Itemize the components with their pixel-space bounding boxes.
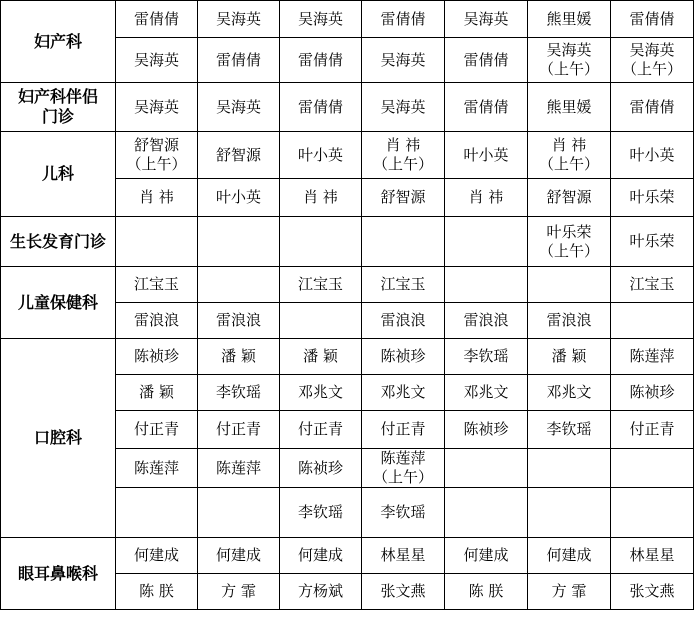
department-name: 口腔科 [1, 339, 116, 538]
department-name: 妇产科 [1, 1, 116, 83]
schedule-cell: 雷倩倩 [362, 1, 445, 38]
schedule-cell [528, 267, 611, 303]
schedule-cell: 李钦瑶 [198, 375, 280, 411]
schedule-cell [528, 217, 611, 267]
schedule-cell: 雷浪浪 [528, 303, 611, 339]
schedule-cell: 方杨斌 [280, 574, 362, 610]
schedule-cell [611, 38, 694, 83]
schedule-cell [198, 267, 280, 303]
schedule-cell: 潘 颖 [198, 339, 280, 375]
schedule-cell: 江宝玉 [280, 267, 362, 303]
schedule-cell [116, 217, 198, 267]
cell-line: 吴海英 [546, 41, 592, 59]
table-row [1, 1, 694, 38]
schedule-cell: 潘 颖 [116, 375, 198, 411]
schedule-cell: 江宝玉 [116, 267, 198, 303]
schedule-cell: 舒智源 [362, 179, 445, 217]
cell-note: （上午） [538, 241, 599, 260]
table-row [1, 538, 694, 574]
schedule-cell [611, 488, 694, 538]
schedule-cell: 陈莲萍 [198, 449, 280, 488]
schedule-cell: 李钦瑶 [445, 339, 528, 375]
schedule-cell: 李钦瑶 [528, 411, 611, 449]
schedule-cell: 吴海英 [362, 38, 445, 83]
cell-note: （上午） [538, 155, 599, 173]
schedule-cell [445, 267, 528, 303]
schedule-cell [116, 132, 198, 179]
schedule-cell [362, 132, 445, 179]
table-row [1, 339, 694, 375]
schedule-cell: 肖 祎 [445, 179, 528, 217]
cell-line: 陈莲萍 [380, 449, 426, 467]
schedule-cell: 雷倩倩 [445, 38, 528, 83]
cell-note: （上午） [538, 60, 599, 78]
schedule-cell: 肖 祎 [280, 179, 362, 217]
schedule-cell: 付正青 [280, 411, 362, 449]
schedule-cell: 方 霏 [198, 574, 280, 610]
schedule-cell: 叶乐荣 [611, 217, 694, 267]
schedule-cell: 雷浪浪 [362, 303, 445, 339]
table-row [1, 83, 694, 132]
schedule-cell: 邓兆文 [362, 375, 445, 411]
schedule-cell: 肖 祎 [116, 179, 198, 217]
schedule-cell: 雷倩倩 [280, 83, 362, 132]
schedule-cell: 叶乐荣 [611, 179, 694, 217]
schedule-cell: 陈莲萍 [116, 449, 198, 488]
schedule-cell: 江宝玉 [362, 267, 445, 303]
schedule-cell: 吴海英 [362, 83, 445, 132]
table-row [1, 267, 694, 303]
schedule-cell: 吴海英 [198, 83, 280, 132]
schedule-cell [528, 488, 611, 538]
schedule-cell: 江宝玉 [611, 267, 694, 303]
schedule-cell [362, 217, 445, 267]
schedule-cell [611, 449, 694, 488]
schedule-cell: 陈祯珍 [116, 339, 198, 375]
schedule-cell: 雷倩倩 [611, 83, 694, 132]
schedule-cell: 吴海英 [280, 1, 362, 38]
department-name [1, 83, 116, 132]
schedule-cell: 邓兆文 [445, 375, 528, 411]
schedule-cell: 陈 朕 [445, 574, 528, 610]
schedule-cell: 舒智源 [198, 132, 280, 179]
schedule-body [1, 1, 694, 610]
schedule-cell: 舒智源 [528, 179, 611, 217]
department-name: 儿科 [1, 132, 116, 217]
schedule-cell [198, 217, 280, 267]
schedule-cell: 熊里媛 [528, 1, 611, 38]
cell-line: 叶乐荣 [546, 222, 592, 241]
schedule-cell: 方 霏 [528, 574, 611, 610]
cell-line: 肖 祎 [385, 136, 421, 154]
schedule-cell: 张文燕 [362, 574, 445, 610]
schedule-cell: 张文燕 [611, 574, 694, 610]
schedule-cell: 吴海英 [198, 1, 280, 38]
schedule-cell: 林星星 [362, 538, 445, 574]
schedule-cell [280, 217, 362, 267]
schedule-cell: 何建成 [528, 538, 611, 574]
table-row [1, 132, 694, 179]
schedule-cell: 何建成 [198, 538, 280, 574]
schedule-cell: 邓兆文 [280, 375, 362, 411]
schedule-cell [198, 488, 280, 538]
schedule-cell [362, 449, 445, 488]
schedule-cell: 吴海英 [445, 1, 528, 38]
schedule-cell: 潘 颖 [528, 339, 611, 375]
schedule-cell [528, 449, 611, 488]
schedule-cell: 潘 颖 [280, 339, 362, 375]
cell-note: （上午） [372, 468, 433, 486]
schedule-cell: 付正青 [198, 411, 280, 449]
cell-note: （上午） [621, 60, 682, 78]
schedule-cell [528, 132, 611, 179]
department-name: 儿童保健科 [1, 267, 116, 339]
cell-note: 门诊 [41, 107, 74, 126]
schedule-cell: 何建成 [116, 538, 198, 574]
schedule-cell: 叶小英 [611, 132, 694, 179]
schedule-cell: 陈 朕 [116, 574, 198, 610]
cell-note: （上午） [126, 155, 187, 173]
cell-note: （上午） [372, 155, 433, 173]
schedule-cell [528, 38, 611, 83]
schedule-cell: 叶小英 [198, 179, 280, 217]
schedule-cell: 熊里媛 [528, 83, 611, 132]
schedule-cell: 林星星 [611, 538, 694, 574]
schedule-cell: 陈祯珍 [362, 339, 445, 375]
schedule-cell: 邓兆文 [528, 375, 611, 411]
department-name: 生长发育门诊 [1, 217, 116, 267]
schedule-cell: 何建成 [445, 538, 528, 574]
schedule-cell [445, 449, 528, 488]
schedule-cell: 雷倩倩 [116, 1, 198, 38]
schedule-cell: 陈莲萍 [611, 339, 694, 375]
schedule-cell: 付正青 [362, 411, 445, 449]
cell-line: 肖 祎 [551, 136, 587, 154]
schedule-cell: 付正青 [611, 411, 694, 449]
schedule-cell: 李钦瑶 [362, 488, 445, 538]
schedule-cell: 付正青 [116, 411, 198, 449]
schedule-cell: 陈祯珍 [445, 411, 528, 449]
schedule-cell: 何建成 [280, 538, 362, 574]
schedule-cell: 雷浪浪 [445, 303, 528, 339]
schedule-cell: 雷倩倩 [445, 83, 528, 132]
table-row [1, 217, 694, 267]
cell-line: 吴海英 [629, 41, 675, 59]
schedule-cell: 叶小英 [280, 132, 362, 179]
schedule-cell: 雷浪浪 [198, 303, 280, 339]
schedule-cell: 陈祯珍 [611, 375, 694, 411]
cell-line: 妇产科伴侣 [17, 87, 98, 106]
schedule-cell: 李钦瑶 [280, 488, 362, 538]
schedule-cell [445, 217, 528, 267]
cell-line: 舒智源 [133, 136, 179, 154]
department-name: 眼耳鼻喉科 [1, 538, 116, 610]
schedule-cell: 雷浪浪 [116, 303, 198, 339]
schedule-cell: 陈祯珍 [280, 449, 362, 488]
schedule-cell [445, 488, 528, 538]
schedule-cell [280, 303, 362, 339]
schedule-cell [611, 303, 694, 339]
schedule-cell: 雷倩倩 [611, 1, 694, 38]
schedule-cell [116, 488, 198, 538]
schedule-cell: 叶小英 [445, 132, 528, 179]
schedule-cell: 雷倩倩 [280, 38, 362, 83]
schedule-cell: 雷倩倩 [198, 38, 280, 83]
schedule-cell: 吴海英 [116, 83, 198, 132]
schedule-cell: 吴海英 [116, 38, 198, 83]
